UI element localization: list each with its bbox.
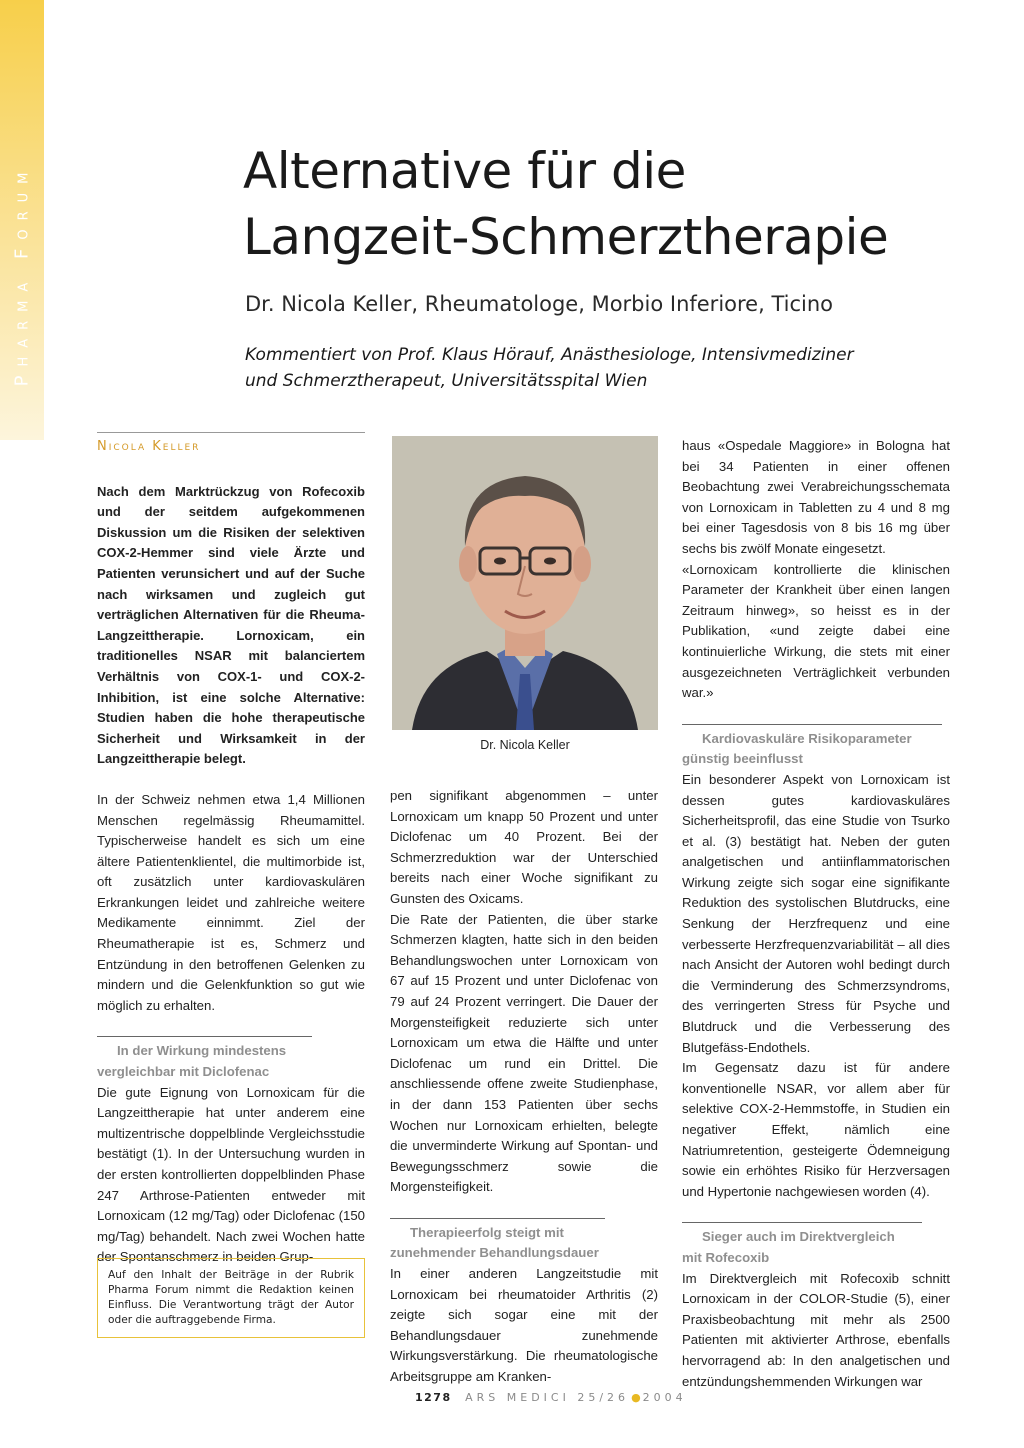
author-line: Dr. Nicola Keller, Rheumatologe, Morbio Inferiore, Ticino <box>245 292 833 316</box>
journal-name: ARS MEDICI 25/26 <box>465 1391 630 1404</box>
pharma-forum-sidebar <box>0 0 44 440</box>
body-paragraph: pen signifikant abgenommen – unter Lornoxicam um knapp 50 Prozent und unter Diclofenac um 40 Prozent. Bei der Schmerzreduktion war der Unterschied bereits nach einer Woche signifikant zu Gunsten des Oxicams. <box>390 788 658 906</box>
editorial-disclaimer-box: Auf den Inhalt der Beiträge in der Rubrik Pharma Forum nimmt die Redaktion keinen Einfluss. Die Verantwortung trägt der Autor oder die auftraggebende Firma. <box>97 1258 365 1338</box>
author-photo <box>392 436 658 730</box>
body-paragraph: haus «Ospedale Maggiore» in Bologna hat bei 34 Patienten in einer offenen Beobachtung zwei Verabreichungsschemata von Lornoxicam in Tabletten zu 4 und 8 mg bei einer Tagesdosis von 8 bis 16 mg über sechs bis zwölf Monate eingesetzt. <box>682 438 950 556</box>
title-line-1: Alternative für die <box>243 142 686 200</box>
body-paragraph: In einer anderen Langzeitstudie mit Lornoxicam bei rheumatoider Arthritis (2) zeigte sich sogar eine mit der Behandlungsdauer zunehmende Wirkungsverstärkung. Die rheumatologische Arbeitsgruppe am Kranken- <box>390 1266 658 1385</box>
body-paragraph: Im Gegensatz dazu ist für andere konventionelle NSAR, vor allem aber für selektive COX-2-Hemmstoffe, in Studien ein negativer Effekt, nämlich eine Natriumretention, gesteigerte Ödemneigung sowie ein erhöhtes Risiko für Herzversagen und Hypertonie nachgewiesen worden (4). <box>682 1060 950 1199</box>
subheading-diclofenac <box>97 1041 365 1082</box>
subheading-line: mit Rofecoxib <box>682 1249 770 1265</box>
journal-year: 2004 <box>642 1391 687 1404</box>
subheading-line: günstig beeinflusst <box>682 751 803 767</box>
subheading-line: zunehmender Behandlungsdauer <box>390 1245 599 1261</box>
subheading-line: In der Wirkung mindestens <box>117 1043 287 1059</box>
body-paragraph: Die Rate der Patienten, die über starke Schmerzen klagten, hatte sich in den beiden Behandlungswochen unter Lornoxicam von 67 auf 15 Prozent und unter Diclofenac von 79 auf 24 Prozent verringert. Die Dauer der Morgensteifigkeit reduzierte sich unter Lornoxicam um etwa die Hälfte und unter Diclofenac um rund ein Drittel. Die anschliessende offene zweite Studienphase, in der dann 153 Patienten über sechs Wochen nur Lornoxicam erhielten, belegte die unverminderte Wirkung auf Spontan- und Bewegungsschmerz sowie die Morgensteifigkeit. <box>390 911 658 1195</box>
subheading-cardiovascular <box>682 729 950 770</box>
portrait-illustration <box>392 436 658 730</box>
subheading-line: vergleichbar mit Diclofenac <box>97 1064 270 1080</box>
subhead-rule <box>390 1218 605 1219</box>
commentary-line-2: und Schmerztherapeut, Universitätsspital Wien <box>245 371 648 391</box>
subheading-therapy-success <box>390 1223 658 1264</box>
column-3 <box>682 436 950 1392</box>
page-footer <box>415 1391 687 1404</box>
subhead-rule <box>97 1036 312 1037</box>
body-paragraph: Im Direktvergleich mit Rofecoxib schnitt Lornoxicam in der COLOR-Studie (5), einer Praxisbeobachtung mit mehr als 2500 Patienten mit aktivierter Arthrose, ebenfalls hervorragend ab: In den analgetischen und entzündungshemmenden Wirkungen war <box>682 1270 950 1389</box>
subheading-line: Sieger auch im Direktvergleich <box>702 1229 895 1245</box>
body-paragraph: In der Schweiz nehmen etwa 1,4 Millionen Menschen regelmässig Rheumamittel. Typischerweise handelt es sich um eine ältere Patientenklientel, die multimorbide ist, oft zusätzlich unter kardiovaskulären Erkrankungen leidet und zahlreiche weitere Medikamente einnimmt. Ziel der Rheumatherapie ist es, Schmerz und Entzündung in den betroffenen Gelenken zu mindern und die Gelenkfunktion so gut wie möglich zu erhalten. <box>97 791 365 1013</box>
commentary-credit <box>245 342 965 394</box>
column-1 <box>97 432 365 1268</box>
author-kicker: Nicola Keller <box>97 439 201 454</box>
article-title <box>243 138 1003 270</box>
subheading-rofecoxib <box>682 1227 950 1268</box>
subheading-line: Kardiovaskuläre Risikoparameter <box>702 730 912 746</box>
subheading-line: Therapieerfolg steigt mit <box>410 1224 564 1240</box>
subhead-rule <box>682 1222 922 1223</box>
body-paragraph: Die gute Eignung von Lornoxicam für die Langzeittherapie hat unter anderem eine multizentrische doppelblinde Vergleichsstudie bestätigt (1). In der Untersuchung wurden in der ersten kontrollierten doppelblinden Phase 247 Arthrose-Patienten entweder mit Lornoxicam (12 mg/Tag) oder Diclofenac (150 mg/Tag) behandelt. Nach zwei Wochen hatte der Spontanschmerz in beiden Grup- <box>97 1084 365 1265</box>
title-line-2: Langzeit-Schmerztherapie <box>243 208 889 266</box>
section-label: Pharma Forum <box>11 163 33 387</box>
column-2 <box>390 786 658 1388</box>
kicker-rule <box>97 432 365 433</box>
page-number: 1278 <box>415 1391 452 1404</box>
subhead-rule <box>682 724 942 725</box>
photo-caption: Dr. Nicola Keller <box>480 738 570 752</box>
body-paragraph: «Lornoxicam kontrollierte die klinischen Parameter der Krankheit über einen langen Zeitraum hinweg», so heisst es in der Publikation, «und zeigte dabei eine kontinuierliche Wirkung, die stets mit einer ausgezeichneten Verträglichkeit verbunden war.» <box>682 561 950 701</box>
commentary-line-1: Kommentiert von Prof. Klaus Hörauf, Anästhesiologe, Intensivmediziner <box>245 345 854 365</box>
lead-paragraph: Nach dem Marktrückzug von Rofecoxib und der seitdem aufgekommenen Diskussion um die Risiken der selektiven COX-2-Hemmer sind viele Ärzte und Patienten verunsichert und auf der Suche nach wirksamen und zugleich gut verträglichen Alternativen für die Rheuma-Langzeittherapie. Lornoxicam, ein traditionelles NSAR mit balanciertem Verhältnis von COX-1- und COX-2-Inhibition, ist eine solche Alternative: Studien haben die hohe therapeutische Sicherheit und Wirksamkeit in der Langzeittherapie belegt. <box>97 483 365 767</box>
body-paragraph: Ein besonderer Aspekt von Lornoxicam ist dessen gutes kardiovaskuläres Sicherheitsprofil, das eine Studie von Tsurko et al. (3) bestätigt hat. Neben der guten analgetischen und antiinflammatorischen Wirkung zeigte sich sogar eine signifikante Reduktion des systolischen Blutdrucks, eine Senkung der Herzfrequenz und eine verbesserte Herzfrequenzvariabilität – all dies nach Ansicht der Autoren wohl bedingt durch die Verminderung des Schmerzsyndroms, des verringerten Stress für Psyche und Blutdruck und die Verbesserung des Blutgefäss-Endothels. <box>682 771 950 1055</box>
bullet-dot-icon: ● <box>631 1391 641 1404</box>
